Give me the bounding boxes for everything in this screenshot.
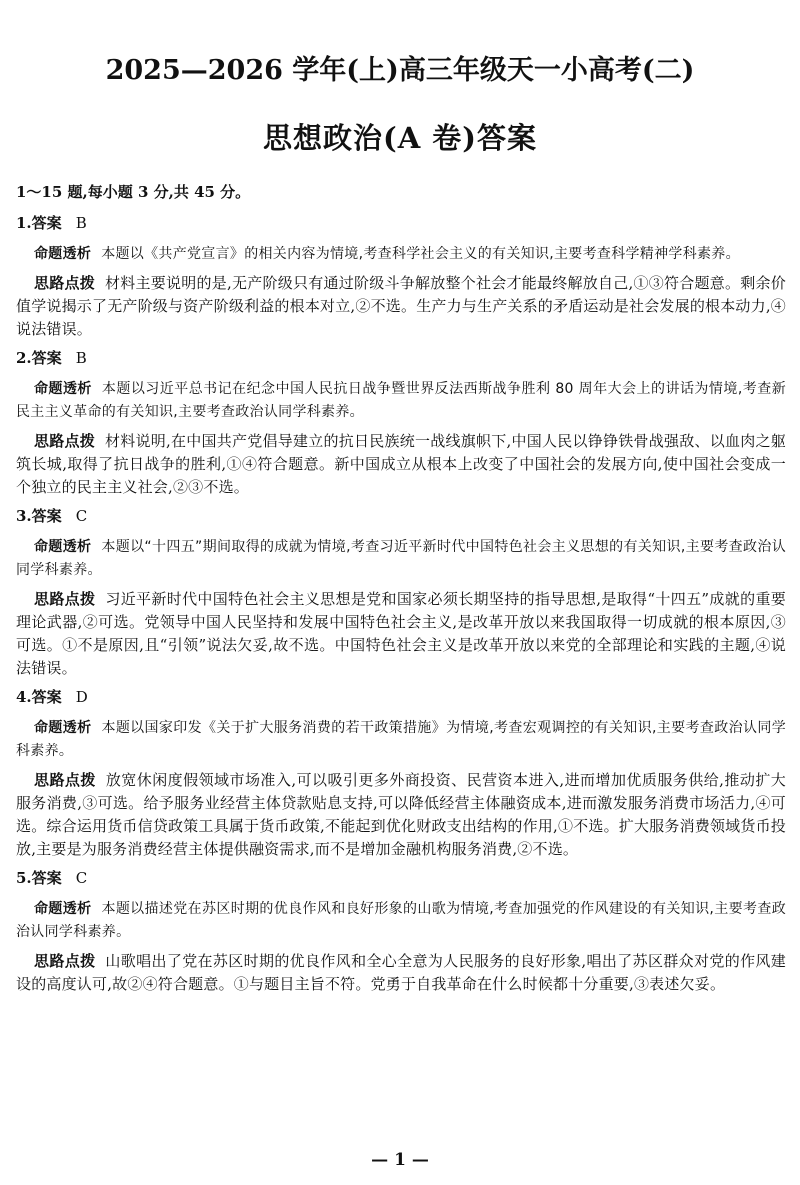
question-number: 2.	[16, 349, 32, 367]
hint-text: 山歌唱出了党在苏区时期的优良作风和全心全意为人民服务的良好形象,唱出了苏区群众对党的作风建设的高度认可,故②④符合题意。①与题目主旨不符。党勇于自我革命在什么时候都十分重要,③表述欠妥。	[16, 952, 786, 993]
hint-text: 材料主要说明的是,无产阶级只有通过阶级斗争解放整个社会才能最终解放自己,①③符合题意。剩余价值学说揭示了无产阶级与资产阶级利益的根本对立,②不选。生产力与生产关系的矛盾运动是社会发展的根本动力,④说法错误。	[16, 274, 786, 338]
answer-letter: C	[75, 869, 88, 887]
hint-label: 思路点拨	[34, 590, 96, 608]
hint-label: 思路点拨	[34, 432, 95, 450]
hint-text: 放宽休闲度假领域市场准入,可以吸引更多外商投资、民营资本进入,进而增加优质服务供给,推动扩大服务消费,③可选。给予服务业经营主体贷款贴息支持,可以降低经营主体融资成本,进而激发服务消费市场活力,④可选。综合运用货币信贷政策工具属于货币政策,不能起到优化财政支出结构的作用,①不选。扩大服务消费领域货币投放,主要是为服务消费经营主体提供融资需求,而不是增加金融机构服务消费,②不选。	[16, 771, 786, 858]
answer-label: 答案	[31, 688, 62, 706]
analysis-label: 命题透析	[34, 720, 92, 736]
question-number: 4.	[16, 688, 32, 706]
answer-letter: D	[75, 688, 88, 706]
analysis-label: 命题透析	[34, 246, 92, 262]
answer-label: 答案	[31, 869, 62, 887]
analysis-text: 本题以“十四五”期间取得的成就为情境,考查习近平新时代中国特色社会主义思想的有关知识,主要考查政治认同学科素养。	[16, 539, 787, 578]
hint-paragraph	[16, 272, 786, 341]
answer-label: 答案	[31, 349, 62, 367]
hint-paragraph	[16, 588, 786, 680]
hint-label: 思路点拨	[34, 952, 96, 970]
page-number: — 1 —	[371, 1150, 429, 1170]
analysis-label: 命题透析	[34, 901, 92, 917]
answer-label: 答案	[31, 507, 62, 525]
exam-title: 2025—2026 学年(上)高三年级天一小高考(二)	[105, 55, 695, 86]
question-3	[16, 505, 786, 680]
question-number: 1.	[16, 214, 32, 232]
answer-letter: C	[75, 507, 88, 525]
subject-title: 思想政治(A 卷)答案	[262, 121, 538, 155]
analysis-text: 本题以《共产党宣言》的相关内容为情境,考查科学社会主义的有关知识,主要考查科学精神学科素养。	[101, 246, 740, 262]
analysis-paragraph	[16, 717, 786, 763]
analysis-paragraph	[16, 378, 786, 424]
answer-line	[16, 505, 786, 528]
answer-line	[16, 867, 786, 890]
hint-paragraph	[16, 950, 786, 996]
question-1	[16, 212, 786, 341]
analysis-paragraph	[16, 243, 786, 266]
answer-content	[16, 181, 786, 1002]
question-2	[16, 347, 786, 499]
hint-label: 思路点拨	[34, 274, 95, 292]
hint-label: 思路点拨	[34, 771, 96, 789]
hint-paragraph	[16, 430, 786, 499]
analysis-label: 命题透析	[34, 539, 92, 555]
answer-letter: B	[75, 349, 87, 367]
answer-line	[16, 347, 786, 370]
question-5	[16, 867, 786, 996]
analysis-text: 本题以国家印发《关于扩大服务消费的若干政策措施》为情境,考查宏观调控的有关知识,主要考查政治认同学科素养。	[16, 720, 786, 759]
section-intro: 1～15 题,每小题 3 分,共 45 分。	[16, 183, 251, 201]
analysis-text: 本题以习近平总书记在纪念中国人民抗日战争暨世界反法西斯战争胜利 80 周年大会上的讲话为情境,考查新民主主义革命的有关知识,主要考查政治认同学科素养。	[16, 381, 787, 420]
answer-line	[16, 686, 786, 709]
analysis-paragraph	[16, 898, 786, 944]
hint-text: 习近平新时代中国特色社会主义思想是党和国家必须长期坚持的指导思想,是取得“十四五”成就的重要理论武器,②可选。党领导中国人民坚持和发展中国特色社会主义,是改革开放以来我国取得一切成就的根本原因,③可选。①不是原因,且“引领”说法欠妥,故不选。中国特色社会主义是改革开放以来党的全部理论和实践的主题,④说法错误。	[16, 590, 786, 677]
answer-line	[16, 212, 786, 235]
question-number: 5.	[16, 869, 32, 887]
hint-paragraph	[16, 769, 786, 861]
answer-label: 答案	[31, 214, 62, 232]
analysis-text: 本题以描述党在苏区时期的优良作风和良好形象的山歌为情境,考查加强党的作风建设的有关知识,主要考查政治认同学科素养。	[16, 901, 786, 940]
analysis-paragraph	[16, 536, 786, 582]
analysis-label: 命题透析	[34, 381, 92, 397]
question-number: 3.	[16, 507, 32, 525]
question-4	[16, 686, 786, 861]
answer-letter: B	[75, 214, 87, 232]
hint-text: 材料说明,在中国共产党倡导建立的抗日民族统一战线旗帜下,中国人民以铮铮铁骨战强敌、以血肉之躯筑长城,取得了抗日战争的胜利,①④符合题意。新中国成立从根本上改变了中国社会的发展方向,使中国社会变成一个独立的民主主义社会,②③不选。	[16, 432, 786, 496]
